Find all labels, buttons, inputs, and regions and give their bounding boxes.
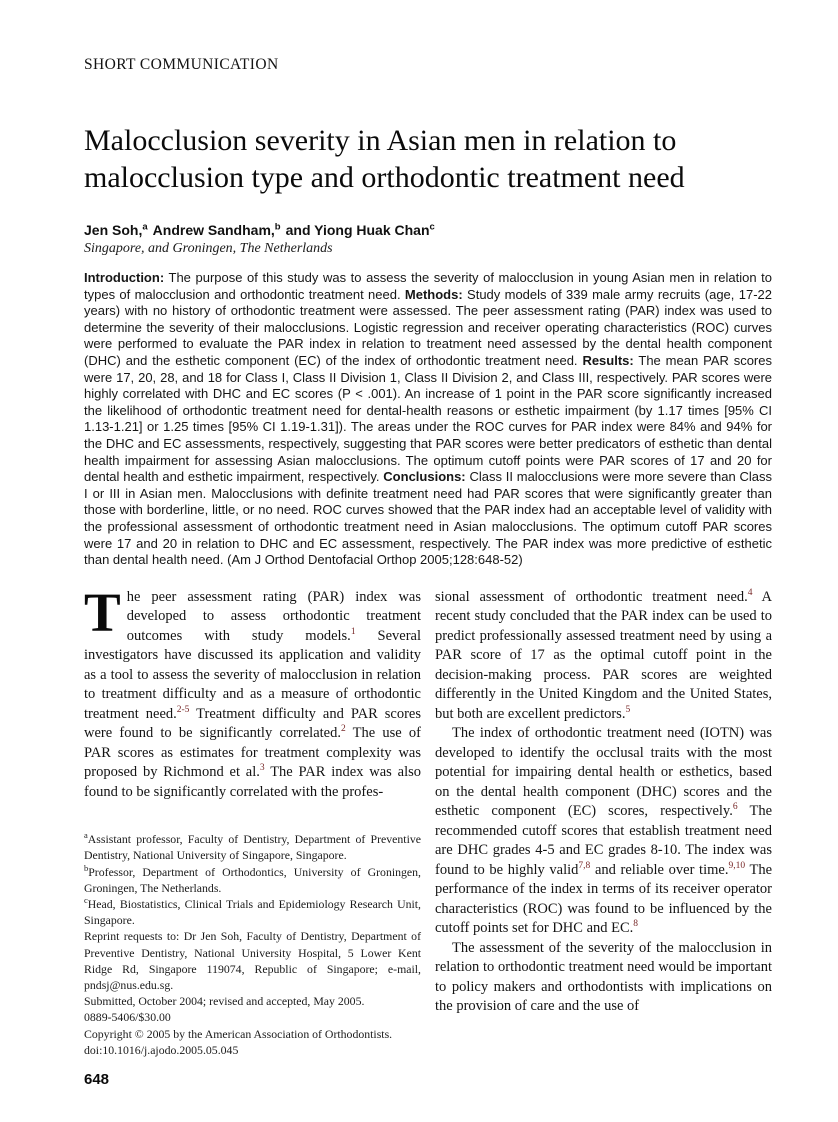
footnote-submitted-date xyxy=(84,993,421,1009)
body-paragraph: The assessment of the severity of the malocclusion in relation to orthodontic treatment need would be important to policy makers and orthodontists with implications on the provision of care and the use of xyxy=(435,939,772,1015)
abstract-text-introduction: The purpose of this study was to assess the severity of malocclusion in young Asian men in relation to types of malocclusion and orthodontic treatment need. xyxy=(84,270,772,302)
footnote-copyright xyxy=(84,1026,421,1042)
article-title: Malocclusion severity in Asian men in relation to malocclusion type and orthodontic treatment need xyxy=(84,124,685,194)
abstract-label-methods: Methods: xyxy=(404,286,463,302)
journal-citation: (Am J Orthod Dentofacial Orthop 2005;128:648-52) xyxy=(227,552,523,568)
author-byline xyxy=(84,222,772,238)
footnote-doi xyxy=(84,1042,421,1058)
abstract-label-introduction: Introduction: xyxy=(84,270,165,285)
author-name: and Yiong Huak Chan xyxy=(285,222,430,238)
footnote-text: Professor, Department of Orthodontics, University of Groningen, Groningen, The Netherlands. xyxy=(84,864,421,895)
footnote-text: Copyright © 2005 by the American Association of Orthodontists. xyxy=(84,1026,393,1041)
body-paragraph-text: he peer assessment rating (PAR) index was developed to assess orthodontic treatment outcomes with study models.$^1$ Several investigators have discussed its application and validity as a tool to assess the severity of malocclusion in relation to treatment difficulty and as a measure of orthodontic treatment need.$^{2-5}$ Treatment difficulty and PAR scores were found to be significantly correlated.$^2$ The use of PAR scores as estimates for treatment complexity was proposed by Richmond et al.$^3$ The PAR index was also found to be significantly correlated with the profes- xyxy=(84,588,421,800)
drop-cap: T xyxy=(84,581,121,643)
footnote-text: Assistant professor, Faculty of Dentistry, Department of Preventive Dentistry, National University of Singapore, Singapore. xyxy=(84,832,421,863)
reference-superscript: 2-5 xyxy=(176,704,190,715)
abstract-label-conclusions: Conclusions: xyxy=(383,469,466,485)
footnote-marker: a xyxy=(84,830,88,841)
footnote-text: doi:10.1016/j.ajodo.2005.05.045 xyxy=(84,1042,239,1057)
article-type-kicker: SHORT COMMUNICATION xyxy=(84,56,279,73)
body-paragraph: sional assessment of orthodontic treatment need.$^4$ A recent study concluded that the PAR index can be used to predict professionally assessed treatment need by using a PAR score of 17 as the optimal cutoff point in the decision-making process. PAR scores are weighted differently in the United Kingdom and the United States, but both are excellent predictors.$^5$ xyxy=(435,587,773,722)
abstract xyxy=(84,270,772,569)
author xyxy=(84,222,148,238)
author-affiliation-marker: a xyxy=(142,221,148,233)
author-affiliation-marker: b xyxy=(274,221,281,233)
abstract-label-results: Results: xyxy=(582,352,634,368)
reference-superscript: 2 xyxy=(340,724,346,735)
footnote-affiliation-c xyxy=(84,896,421,928)
reference-superscript: 1 xyxy=(350,626,356,637)
author xyxy=(286,222,435,238)
abstract-text-conclusions: Class II malocclusions were more severe than Class I or III in Asian men. Malocclusions with definite treatment need had PAR scores that were significantly greater than those with borderline, little, or no need. ROC curves showed that the PAR index had an acceptable level of validity with the professional assessment of orthodontic treatment need in Asian malocclusions. The optimum cutoff PAR scores were 17 and 20 in relation to DHC and EC assessment, respectively. The PAR index was more predictive of esthetic than dental health need. xyxy=(84,469,772,568)
reference-superscript: 3 xyxy=(259,763,265,774)
author xyxy=(153,222,281,238)
reference-superscript: 4 xyxy=(747,587,753,598)
footnote-reprint-requests xyxy=(84,928,421,993)
author-affiliation-marker: c xyxy=(429,221,435,233)
footnote-text: Submitted, October 2004; revised and accepted, May 2005. xyxy=(84,994,365,1009)
two-column-body xyxy=(84,581,773,1089)
body-paragraph: The index of orthodontic treatment need (IOTN) was developed to identify the occlusal traits with the most potential for impairing dental health or esthetics, based on the dental health component (DHC) scores and the esthetic component (EC) scores, respectively.$^6$ The recommended cutoff scores that establish treatment need are DHC grades 4-5 and EC grades 8-10. The index was found to be highly valid$^{7,8}$ and reliable over time.$^{9,10}$ The performance of the index in terms of its receiver operator characteristics (ROC) was found to be influenced by the cutoff points set for DHC and EC.$^8$ xyxy=(435,725,773,937)
reference-superscript: 9,10 xyxy=(728,860,746,871)
footnotes-block xyxy=(84,831,421,1058)
author-name: Jen Soh, xyxy=(84,222,143,238)
reference-superscript: 7,8 xyxy=(578,860,591,871)
page-number: 648 xyxy=(84,1071,110,1089)
footnote-affiliation-a xyxy=(84,831,421,863)
footnote-text: 0889-5406/$30.00 xyxy=(84,1010,171,1025)
author-name: Andrew Sandham, xyxy=(152,222,275,238)
abstract-text-results: The mean PAR scores were 17, 20, 28, and 18 for Class I, Class II Division 1, Class II Division 2, and Class III, respectively. PAR scores were highly correlated with DHC and EC scores (P < .001). An increase of 1 point in the PAR score significantly increased the likelihood of orthodontic treatment need for dental-health reasons or esthetic impairment (by 1.17 times [95% CI 1.13-1.21] or 1.25 times [95% CI 1.19-1.31]). The areas under the ROC curves for PAR index were 84% and 94% for the DHC and EC assessments, respectively, suggesting that PAR scores were better predicators of esthetic than dental health impairment for assessing Asian malocclusions. The optimum cutoff points were PAR scores of 17 and 20 for dental health and esthetic impairment, respectively. xyxy=(84,352,772,485)
right-column xyxy=(435,588,772,1088)
footnote-text: Reprint requests to: Dr Jen Soh, Faculty of Dentistry, Department of Preventive Dentistry, National University Hospital, 5 Lower Kent Ridge Rd, Singapore 119074, Republic of Singapore; e-mail, pndsj@nus.edu.sg. xyxy=(84,929,421,993)
reference-superscript: 8 xyxy=(633,919,639,930)
reference-superscript: 5 xyxy=(625,704,631,715)
footnote-text: Head, Biostatistics, Clinical Trials and Epidemiology Research Unit, Singapore. xyxy=(84,897,421,928)
footnote-marker: b xyxy=(84,862,89,873)
body-paragraph xyxy=(84,581,421,803)
footnote-issn-price xyxy=(84,1009,421,1025)
footnote-marker: c xyxy=(84,895,88,906)
left-column xyxy=(84,581,421,1089)
abstract-text-methods: Study models of 339 male army recruits (age, 17-22 years) with no history of orthodontic treatment were assessed. The peer assessment rating (PAR) index was used to determine the severity of their malocclusions. Logistic regression and receiver operating characteristics (ROC) curves were performed to evaluate the PAR index in relation to treatment need assessed by the dental health component (DHC) and the esthetic component (EC) of the index of orthodontic treatment need. xyxy=(84,286,772,368)
reference-superscript: 6 xyxy=(732,802,738,813)
footnote-affiliation-b xyxy=(84,864,421,896)
affiliation-line: Singapore, and Groningen, The Netherlands xyxy=(84,241,333,256)
